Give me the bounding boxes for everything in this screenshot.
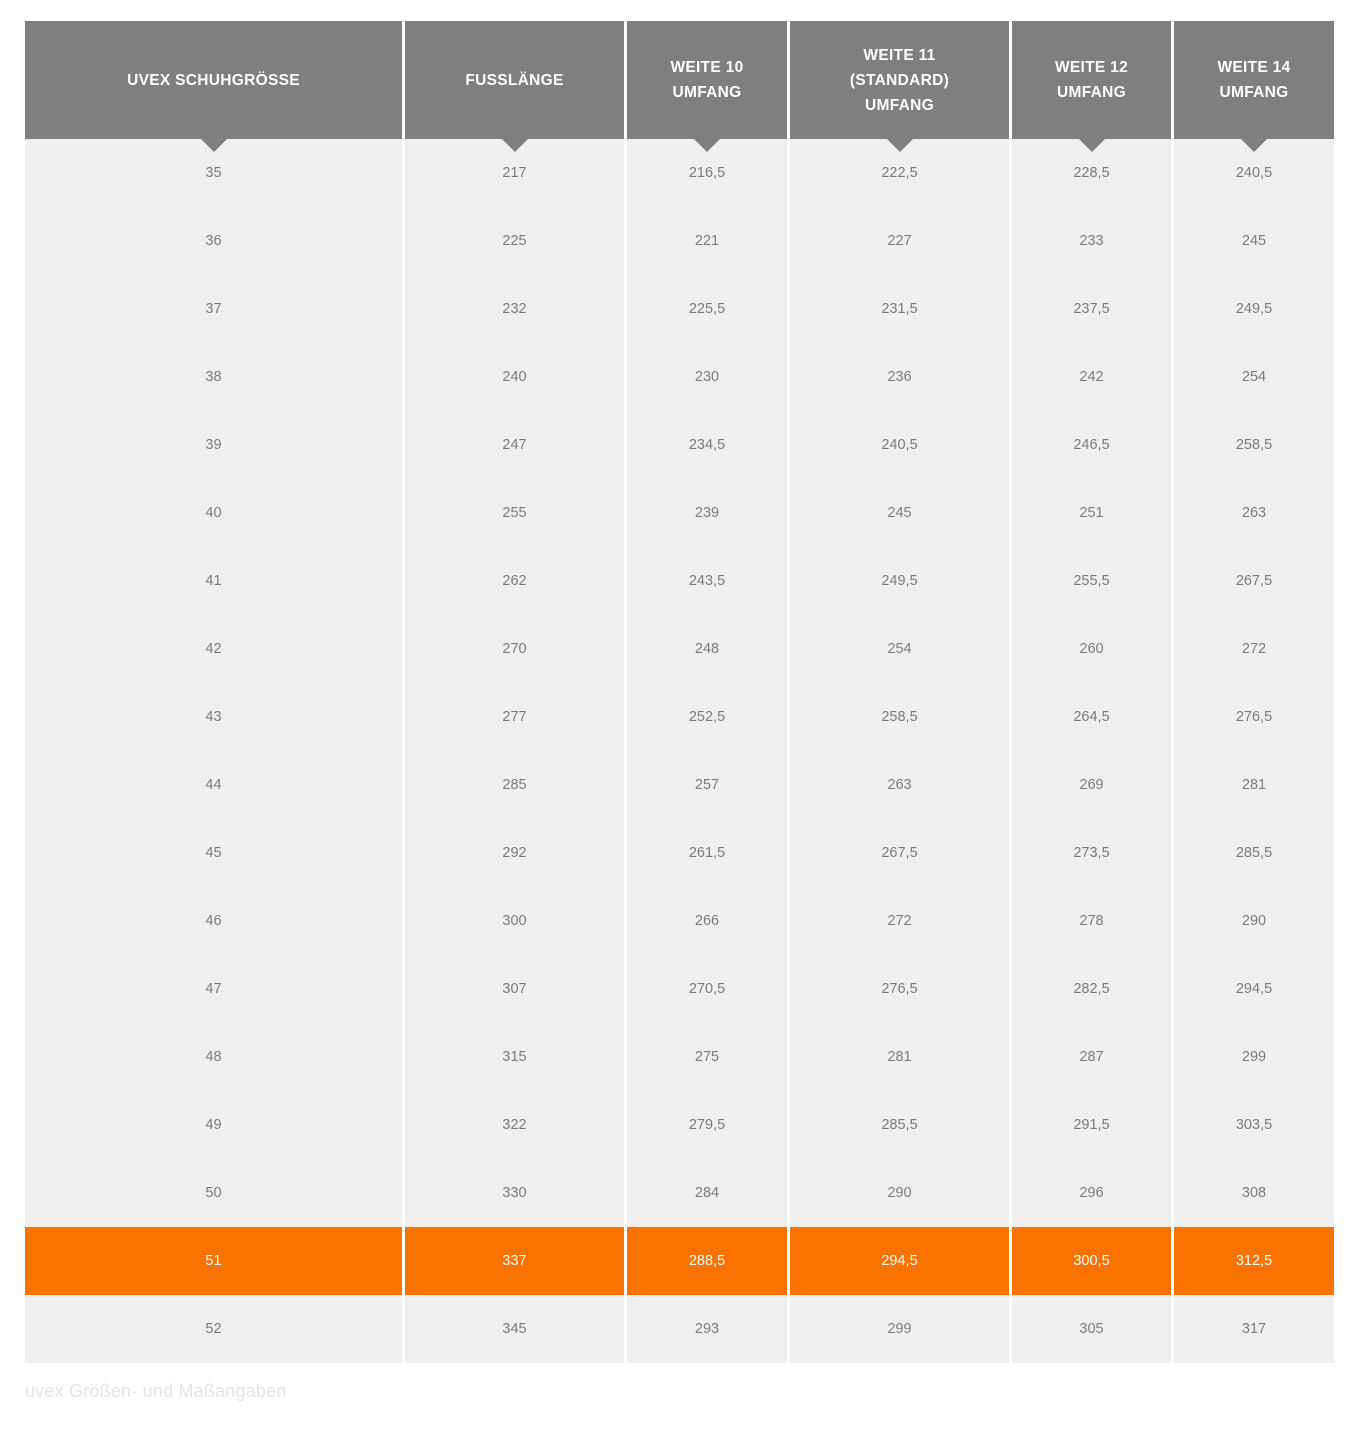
table-cell: 232 — [405, 275, 624, 343]
table-row-size-37[interactable] — [25, 275, 1334, 343]
table-cell: 42 — [25, 615, 402, 683]
table-row-size-43[interactable] — [25, 683, 1334, 751]
table-cell: 248 — [627, 615, 787, 683]
table-cell: 43 — [25, 683, 402, 751]
table-cell: 288,5 — [627, 1227, 787, 1295]
table-cell: 269 — [1012, 751, 1171, 819]
table-cell: 245 — [1174, 207, 1334, 275]
table-cell: 242 — [1012, 343, 1171, 411]
column-header-line: (STANDARD) — [849, 71, 950, 89]
table-cell: 291,5 — [1012, 1091, 1171, 1159]
table-cell: 254 — [1174, 343, 1334, 411]
table-cell: 270 — [405, 615, 624, 683]
column-header-line: UVEX SCHUHGRÖSSE — [127, 71, 300, 89]
table-cell: 290 — [790, 1159, 1009, 1227]
table-cell: 227 — [790, 207, 1009, 275]
table-row-size-36[interactable] — [25, 207, 1334, 275]
table-row-size-40[interactable] — [25, 479, 1334, 547]
table-cell: 263 — [790, 751, 1009, 819]
table-cell: 330 — [405, 1159, 624, 1227]
table-cell: 247 — [405, 411, 624, 479]
table-cell: 258,5 — [790, 683, 1009, 751]
column-header-weite-10-umfang — [627, 21, 787, 139]
table-cell: 285,5 — [790, 1091, 1009, 1159]
table-cell: 38 — [25, 343, 402, 411]
table-cell: 239 — [627, 479, 787, 547]
column-header-line: FUSSLÄNGE — [465, 71, 564, 89]
table-row-size-50[interactable] — [25, 1159, 1334, 1227]
table-cell: 315 — [405, 1023, 624, 1091]
table-cell: 240 — [405, 343, 624, 411]
table-cell: 299 — [1174, 1023, 1334, 1091]
table-cell: 48 — [25, 1023, 402, 1091]
table-cell: 234,5 — [627, 411, 787, 479]
table-cell: 307 — [405, 955, 624, 1023]
table-row-size-49[interactable] — [25, 1091, 1334, 1159]
table-caption: uvex Größen- und Maßangaben — [25, 1381, 287, 1401]
table-cell: 255,5 — [1012, 547, 1171, 615]
column-header-weite-14-umfang — [1174, 21, 1334, 139]
table-cell: 252,5 — [627, 683, 787, 751]
table-cell: 221 — [627, 207, 787, 275]
table-cell: 49 — [25, 1091, 402, 1159]
table-cell: 255 — [405, 479, 624, 547]
table-cell: 249,5 — [1174, 275, 1334, 343]
table-row-size-38[interactable] — [25, 343, 1334, 411]
table-cell: 300,5 — [1012, 1227, 1171, 1295]
table-row-size-39[interactable] — [25, 411, 1334, 479]
table-cell: 51 — [25, 1227, 402, 1295]
table-cell: 293 — [627, 1295, 787, 1363]
arrow-down-icon — [1241, 139, 1267, 152]
table-cell: 273,5 — [1012, 819, 1171, 887]
table-cell: 264,5 — [1012, 683, 1171, 751]
table-cell: 240,5 — [790, 411, 1009, 479]
table-cell: 308 — [1174, 1159, 1334, 1227]
table-cell: 267,5 — [790, 819, 1009, 887]
table-cell: 263 — [1174, 479, 1334, 547]
table-cell: 279,5 — [627, 1091, 787, 1159]
table-cell: 281 — [790, 1023, 1009, 1091]
table-cell: 278 — [1012, 887, 1171, 955]
table-cell: 285 — [405, 751, 624, 819]
table-cell: 37 — [25, 275, 402, 343]
table-cell: 285,5 — [1174, 819, 1334, 887]
table-cell: 230 — [627, 343, 787, 411]
table-row-size-44[interactable] — [25, 751, 1334, 819]
table-row-size-46[interactable] — [25, 887, 1334, 955]
table-cell: 45 — [25, 819, 402, 887]
table-cell: 243,5 — [627, 547, 787, 615]
table-cell: 277 — [405, 683, 624, 751]
arrow-down-icon — [502, 139, 528, 152]
table-row-size-51[interactable] — [25, 1227, 1334, 1295]
table-cell: 231,5 — [790, 275, 1009, 343]
table-cell: 44 — [25, 751, 402, 819]
table-body — [25, 139, 1334, 1363]
arrow-down-icon — [694, 139, 720, 152]
arrow-down-icon — [1079, 139, 1105, 152]
table-cell: 260 — [1012, 615, 1171, 683]
table-cell: 290 — [1174, 887, 1334, 955]
table-cell: 237,5 — [1012, 275, 1171, 343]
table-cell: 337 — [405, 1227, 624, 1295]
column-header-line: UMFANG — [672, 84, 742, 101]
table-cell: 240,5 — [1174, 139, 1334, 207]
table-row-size-41[interactable] — [25, 547, 1334, 615]
table-cell: 251 — [1012, 479, 1171, 547]
column-header-uvex-schuhgroesse — [25, 21, 402, 139]
table-cell: 276,5 — [1174, 683, 1334, 751]
table-cell: 249,5 — [790, 547, 1009, 615]
table-cell: 270,5 — [627, 955, 787, 1023]
table-cell: 292 — [405, 819, 624, 887]
column-header-weite-12-umfang — [1012, 21, 1171, 139]
column-header-weite-11-standard-umfang — [790, 21, 1009, 139]
table-cell: 46 — [25, 887, 402, 955]
table-row-size-52[interactable] — [25, 1295, 1334, 1363]
table-cell: 287 — [1012, 1023, 1171, 1091]
table-cell: 236 — [790, 343, 1009, 411]
table-row-size-42[interactable] — [25, 615, 1334, 683]
table-cell: 275 — [627, 1023, 787, 1091]
column-header-line: UMFANG — [1057, 84, 1126, 101]
column-header-line: WEITE 11 — [863, 46, 936, 64]
table-cell: 41 — [25, 547, 402, 615]
table-cell: 299 — [790, 1295, 1009, 1363]
table-cell: 50 — [25, 1159, 402, 1227]
table-cell: 305 — [1012, 1295, 1171, 1363]
table-cell: 296 — [1012, 1159, 1171, 1227]
table-cell: 266 — [627, 887, 787, 955]
table-cell: 322 — [405, 1091, 624, 1159]
column-header-fusslaenge — [405, 21, 624, 139]
table-cell: 281 — [1174, 751, 1334, 819]
table-cell: 254 — [790, 615, 1009, 683]
column-header-line: WEITE 14 — [1217, 59, 1291, 76]
table-cell: 39 — [25, 411, 402, 479]
table-cell: 245 — [790, 479, 1009, 547]
table-row-size-47[interactable] — [25, 955, 1334, 1023]
column-header-line: UMFANG — [1219, 84, 1289, 101]
arrow-down-icon — [201, 139, 227, 152]
table-cell: 233 — [1012, 207, 1171, 275]
table-cell: 35 — [25, 139, 402, 207]
table-cell: 272 — [1174, 615, 1334, 683]
table-header-row — [25, 21, 1334, 139]
table-cell: 216,5 — [627, 139, 787, 207]
table-cell: 276,5 — [790, 955, 1009, 1023]
table-cell: 217 — [405, 139, 624, 207]
table-cell: 262 — [405, 547, 624, 615]
table-cell: 267,5 — [1174, 547, 1334, 615]
table-cell: 52 — [25, 1295, 402, 1363]
table-cell: 47 — [25, 955, 402, 1023]
table-cell: 36 — [25, 207, 402, 275]
table-cell: 261,5 — [627, 819, 787, 887]
table-cell: 222,5 — [790, 139, 1009, 207]
table-row-size-45[interactable] — [25, 819, 1334, 887]
table-cell: 312,5 — [1174, 1227, 1334, 1295]
table-cell: 294,5 — [1174, 955, 1334, 1023]
table-cell: 317 — [1174, 1295, 1334, 1363]
table-cell: 257 — [627, 751, 787, 819]
table-cell: 345 — [405, 1295, 624, 1363]
column-header-line: WEITE 10 — [670, 59, 744, 76]
table-cell: 40 — [25, 479, 402, 547]
table-cell: 303,5 — [1174, 1091, 1334, 1159]
table-cell: 294,5 — [790, 1227, 1009, 1295]
table-cell: 272 — [790, 887, 1009, 955]
size-table — [25, 21, 1334, 1363]
column-header-line: UMFANG — [865, 96, 934, 114]
table-cell: 225 — [405, 207, 624, 275]
column-header-line: WEITE 12 — [1054, 59, 1129, 76]
table-cell: 225,5 — [627, 275, 787, 343]
table-cell: 284 — [627, 1159, 787, 1227]
table-cell: 228,5 — [1012, 139, 1171, 207]
table-cell: 282,5 — [1012, 955, 1171, 1023]
table-cell: 258,5 — [1174, 411, 1334, 479]
arrow-down-icon — [887, 139, 913, 152]
table-cell: 300 — [405, 887, 624, 955]
table-row-size-48[interactable] — [25, 1023, 1334, 1091]
table-cell: 246,5 — [1012, 411, 1171, 479]
